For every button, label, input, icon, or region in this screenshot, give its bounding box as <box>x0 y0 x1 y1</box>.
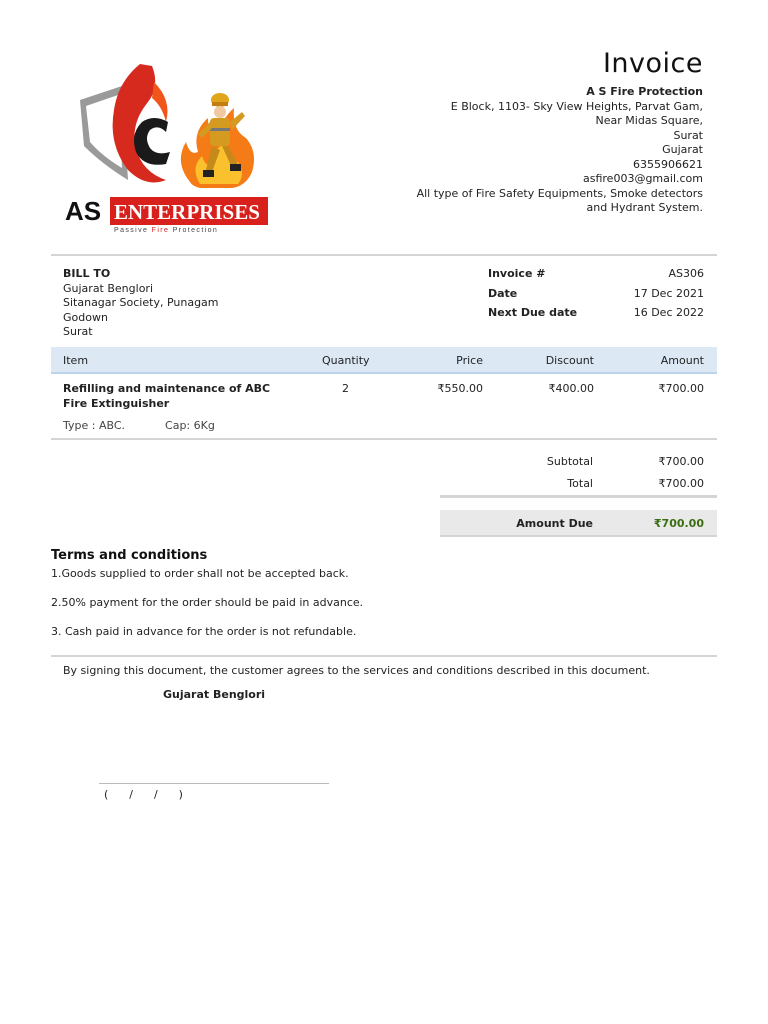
col-header-amount: Amount <box>660 354 704 367</box>
item-amount: ₹700.00 <box>658 382 704 395</box>
terms-item: 1.Goods supplied to order shall not be accepted back. <box>51 567 349 580</box>
signer-name: Gujarat Benglori <box>163 688 266 701</box>
meta-row-invoice-number <box>488 267 704 287</box>
logo-brand-name: ENTERPRISES <box>114 200 260 224</box>
bill-to-line: Surat <box>63 325 93 338</box>
col-header-quantity: Quantity <box>322 354 370 367</box>
company-address-line: Gujarat <box>662 143 703 156</box>
item-description <box>63 419 215 432</box>
company-description-line: All type of Fire Safety Equipments, Smoke detectors <box>416 186 703 200</box>
item-price: ₹550.00 <box>437 382 483 395</box>
col-header-discount: Discount <box>545 354 594 367</box>
meta-key: Date <box>488 286 518 300</box>
amount-due-value: ₹700.00 <box>653 517 704 530</box>
total-value: ₹700.00 <box>658 477 704 490</box>
svg-text:Passive Fire Protectio <box>114 227 218 234</box>
terms-item: 2.50% payment for the order should be paid in advance. <box>51 596 364 609</box>
company-email: asfire003@gmail.com <box>583 172 703 185</box>
logo-tagline-c: Protection <box>172 227 219 234</box>
bill-to-line: Sitanagar Society, Punagam <box>63 296 219 309</box>
terms-heading: Terms and conditions <box>51 548 208 563</box>
bill-to-line: Gujarat Benglori <box>63 281 153 295</box>
meta-row-date <box>488 287 704 307</box>
company-name: A S Fire Protection <box>586 85 703 98</box>
subtotal-value: ₹700.00 <box>658 455 704 468</box>
col-header-item: Item <box>63 354 89 367</box>
terms-divider <box>51 655 717 657</box>
bill-to-block <box>63 267 219 340</box>
amount-due-row <box>440 510 717 537</box>
signature-line <box>99 783 329 784</box>
totals-divider <box>440 495 717 498</box>
table-row <box>51 374 717 440</box>
meta-key: Next Due date <box>488 306 578 319</box>
item-quantity: 2 <box>342 382 349 395</box>
col-header-price: Price <box>456 354 483 367</box>
item-type: Type : ABC. <box>63 419 126 432</box>
meta-key: Invoice # <box>488 267 546 280</box>
item-capacity: Cap: 6Kg <box>165 419 215 432</box>
company-phone: 6355906621 <box>633 157 703 171</box>
item-name: Refilling and maintenance of ABC Fire Extinguisher <box>63 382 271 410</box>
signature-date-placeholder: ( / / ) <box>104 788 183 801</box>
invoice-meta <box>488 267 704 326</box>
bill-to-label: BILL TO <box>63 267 111 280</box>
company-address-line: E Block, 1103- Sky View Heights, Parvat Gam, <box>450 99 703 113</box>
logo-tagline-b: Fire <box>151 227 170 234</box>
amount-due-label: Amount Due <box>516 517 593 530</box>
total-label: Total <box>567 477 593 490</box>
meta-value: 17 Dec 2021 <box>633 286 704 300</box>
meta-row-due-date <box>488 306 704 326</box>
bill-to-line: Godown <box>63 310 108 324</box>
company-address-line: Surat <box>673 128 703 142</box>
company-description-line: and Hydrant System. <box>586 201 703 214</box>
company-block <box>417 85 703 216</box>
items-table-header <box>51 347 717 374</box>
item-discount: ₹400.00 <box>548 382 594 395</box>
company-logo <box>62 52 270 236</box>
header-divider <box>51 254 717 256</box>
logo-brand-as: AS <box>65 196 102 226</box>
subtotal-label: Subtotal <box>546 455 593 468</box>
company-address-line: Near Midas Square, <box>595 114 703 127</box>
meta-value: 16 Dec 2022 <box>633 306 704 319</box>
logo-tagline-a: Passive <box>114 227 149 234</box>
terms-item: 3. Cash paid in advance for the order is not refundable. <box>51 625 357 638</box>
invoice-title: Invoice <box>602 48 703 79</box>
signature-note: By signing this document, the customer agrees to the services and conditions described in this document. <box>63 664 650 677</box>
meta-value: AS306 <box>668 267 704 280</box>
